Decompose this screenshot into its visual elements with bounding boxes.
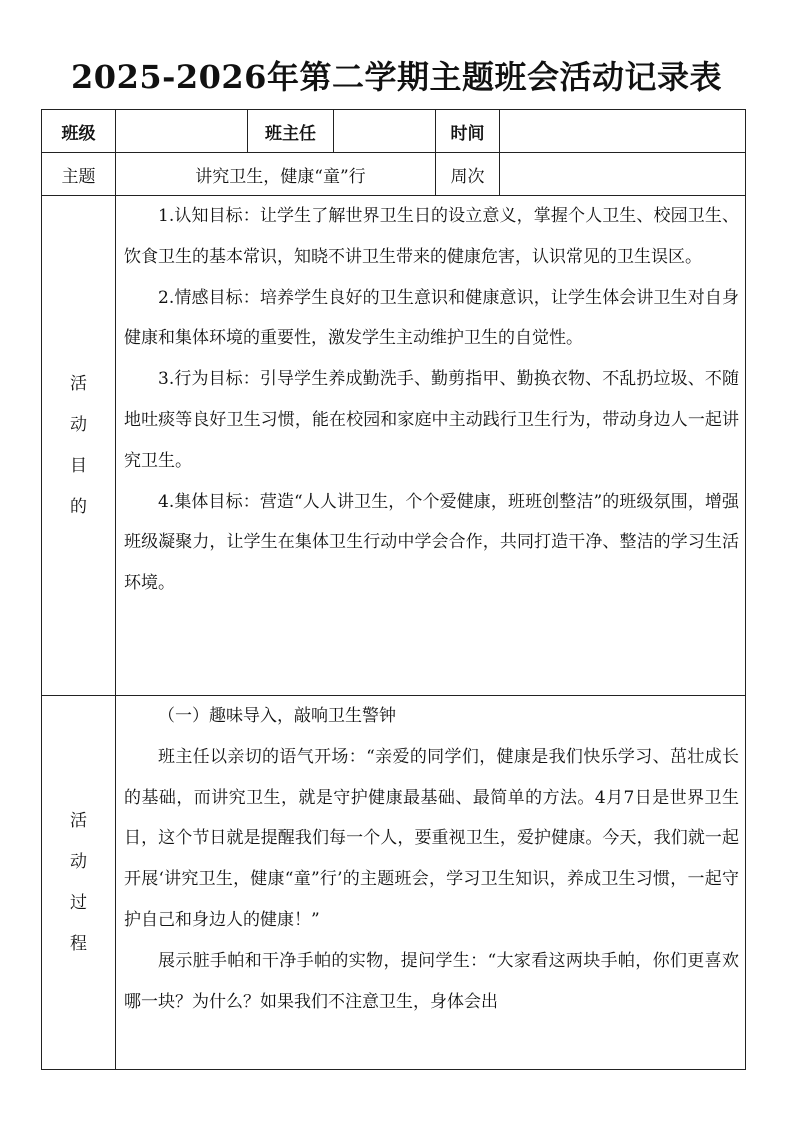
time-value	[500, 110, 746, 153]
purpose-paragraph: 2.情感目标：培养学生良好的卫生意识和健康意识，让学生体会讲卫生对自身健康和集体环境的重要性，激发学生主动维护卫生的自觉性。	[124, 287, 739, 349]
process-section-heading: （一）趣味导入，敲响卫生警钟	[158, 706, 396, 726]
class-label: 班级	[42, 110, 116, 153]
process-content	[116, 696, 746, 1070]
topic-value: 讲究卫生，健康“童”行	[116, 153, 436, 196]
week-label: 周次	[436, 153, 500, 196]
purpose-paragraph: 4.集体目标：营造“人人讲卫生，个个爱健康，班班创整洁”的班级氛围，增强班级凝聚力，让学生在集体卫生行动中学会合作，共同打造干净、整洁的学习生活环境。	[124, 491, 739, 594]
topic-label: 主题	[42, 153, 116, 196]
process-label: 活 动 过 程	[42, 696, 116, 1070]
record-table	[41, 109, 746, 1070]
time-label: 时间	[436, 110, 500, 153]
week-value	[500, 153, 746, 196]
process-paragraph: 展示脏手帕和干净手帕的实物，提问学生：“大家看这两块手帕，你们更喜欢哪一块？为什么？如果我们不注意卫生，身体会出	[124, 950, 739, 1012]
teacher-label: 班主任	[248, 110, 334, 153]
process-paragraph: 班主任以亲切的语气开场：“亲爱的同学们，健康是我们快乐学习、茁壮成长的基础，而讲究卫生，就是守护健康最基础、最简单的方法。4月7日是世界卫生日，这个节日就是提醒我们每一个人，要重视卫生，爱护健康。今天，我们就一起开展‘讲究卫生，健康“童”行’的主题班会，学习卫生知识，养成卫生习惯，一起守护自己和身边人的健康！”	[124, 746, 739, 930]
purpose-label: 活 动 目 的	[42, 196, 116, 696]
purpose-paragraph: 1.认知目标：让学生了解世界卫生日的设立意义，掌握个人卫生、校园卫生、饮食卫生的基本常识，知晓不讲卫生带来的健康危害，认识常见的卫生误区。	[124, 206, 739, 267]
page-title: 2025-2026年第二学期主题班会活动记录表	[71, 58, 722, 96]
purpose-content	[116, 196, 746, 696]
class-value	[116, 110, 248, 153]
teacher-value	[334, 110, 436, 153]
purpose-paragraph: 3.行为目标：引导学生养成勤洗手、勤剪指甲、勤换衣物、不乱扔垃圾、不随地吐痰等良好卫生习惯，能在校园和家庭中主动践行卫生行为，带动身边人一起讲究卫生。	[124, 369, 739, 471]
